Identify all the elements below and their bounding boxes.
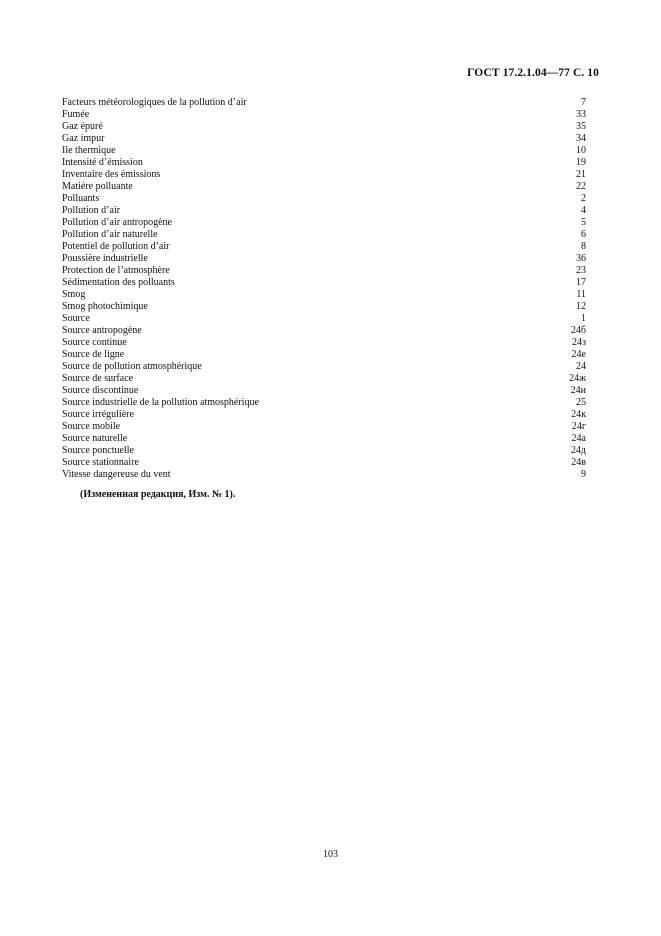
index-entry [62,289,586,301]
index-entry [62,373,586,385]
index-term: Smog [62,289,86,300]
index-ref: 35 [576,121,586,132]
index-entry [62,145,586,157]
index-term: Facteurs météorologiques de la pollution d’air [62,97,247,108]
index-term: Source [62,313,90,324]
index-term: Gaz impur [62,133,105,144]
index-term: Intensité d’émission [62,157,143,168]
index-ref: 22 [576,181,586,192]
index-entry [62,349,586,361]
index-entry [62,361,586,373]
index-entry [62,193,586,205]
index-ref: 33 [576,109,586,120]
index-term: Source antropogène [62,325,142,336]
index-ref: 10 [576,145,586,156]
index-ref: 24ж [569,373,586,384]
index-term: Source mobile [62,421,121,432]
index-ref: 24з [572,337,586,348]
index-entry [62,121,586,133]
index-ref: 24б [570,325,586,336]
index-ref: 36 [576,253,586,264]
index-term: Source discontinue [62,385,139,396]
index-entry [62,385,586,397]
index-ref: 7 [581,97,586,108]
index-term: Inventaire des émissions [62,169,161,180]
index-ref: 23 [576,265,586,276]
index-entry [62,421,586,433]
index-entry [62,457,586,469]
index-term: Pollution d’air antropogène [62,217,172,228]
index-entry [62,337,586,349]
index-term: Source ponctuelle [62,445,134,456]
index-term: Source stationnaire [62,457,139,468]
index-ref: 9 [581,469,586,480]
index-term: Vitesse dangereuse du vent [62,469,171,480]
index-term: Smog photochimique [62,301,148,312]
index-ref: 6 [581,229,586,240]
index-ref: 19 [576,157,586,168]
index-ref: 24и [570,385,586,396]
index-entry [62,433,586,445]
index-ref: 24к [571,409,586,420]
index-entry [62,241,586,253]
page-number: 103 [323,849,338,860]
amendment-note: (Измененная редакция, Изм. № 1). [80,489,236,500]
index-ref: 24 [576,361,586,372]
index-term: Potentiel de pollution d’air [62,241,170,252]
index-term: Source industrielle de la pollution atmosphérique [62,397,259,408]
index-term: Polluants [62,193,100,204]
index-ref: 24г [571,421,586,432]
index-term: Poussière industrielle [62,253,148,264]
index-ref: 1 [581,313,586,324]
index-entry [62,229,586,241]
index-term: Ile thermique [62,145,116,156]
index-ref: 4 [581,205,586,216]
index-ref: 25 [576,397,586,408]
index-term: Source de surface [62,373,134,384]
index-ref: 2 [581,193,586,204]
index-term: Sédimentation des polluants [62,277,175,288]
index-entry [62,301,586,313]
index-entry [62,265,586,277]
index-entry [62,445,586,457]
index-entry [62,409,586,421]
index-term: Pollution d’air naturelle [62,229,158,240]
index-ref: 34 [576,133,586,144]
index-ref: 24д [570,445,586,456]
index-ref: 17 [576,277,586,288]
index-entry [62,157,586,169]
index-ref: 24е [571,349,586,360]
index-entry [62,313,586,325]
index-term: Source de ligne [62,349,125,360]
index-entry [62,181,586,193]
index-ref: 24а [571,433,586,444]
index-term: Source continue [62,337,127,348]
index-ref: 5 [581,217,586,228]
term-index-list [62,97,586,481]
index-entry [62,169,586,181]
index-term: Matiére polluante [62,181,133,192]
index-entry [62,217,586,229]
index-entry [62,97,586,109]
index-entry [62,277,586,289]
index-entry [62,469,586,481]
index-entry [62,133,586,145]
index-entry [62,205,586,217]
index-term: Gaz épuré [62,121,103,132]
index-ref: 12 [576,301,586,312]
index-term: Protection de l’atmosphère [62,265,170,276]
index-entry [62,397,586,409]
index-entry [62,253,586,265]
index-ref: 24в [571,457,586,468]
index-term: Source irrégulière [62,409,134,420]
index-term: Source naturelle [62,433,128,444]
index-ref: 11 [576,289,586,300]
document-header: ГОСТ 17.2.1.04—77 С. 10 [467,67,599,79]
index-term: Fumée [62,109,90,120]
index-term: Source de pollution atmosphérique [62,361,202,372]
index-ref: 8 [581,241,586,252]
index-term: Pollution d’air [62,205,121,216]
index-entry [62,325,586,337]
index-ref: 21 [576,169,586,180]
index-entry [62,109,586,121]
